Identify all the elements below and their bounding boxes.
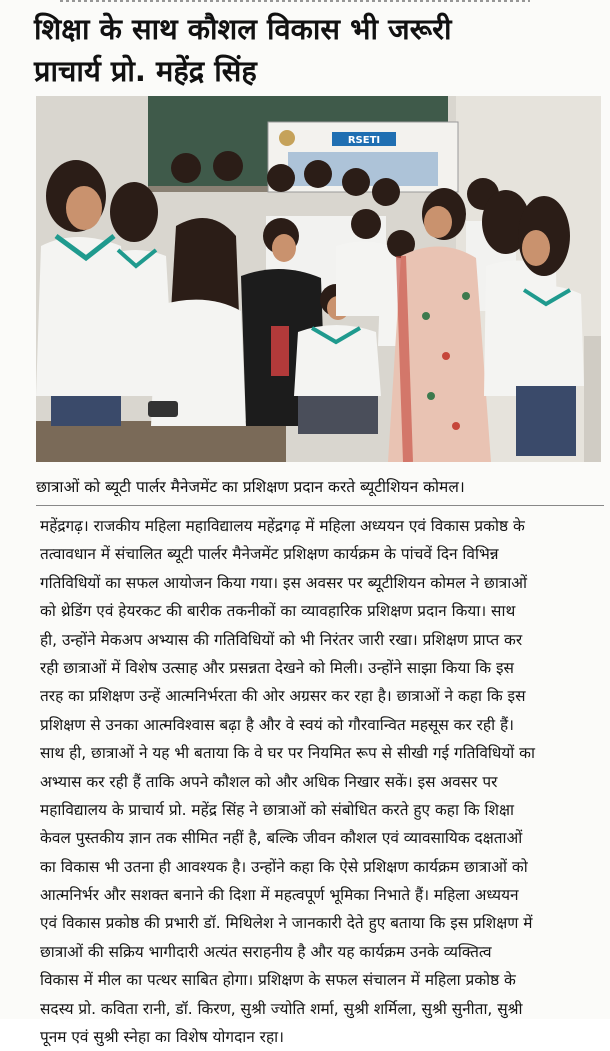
- body-line: गतिविधियों का सफल आयोजन किया गया। इस अवसर पर ब्यूटीशियन कोमल ने छात्राओं: [40, 573, 528, 592]
- body-line: को थ्रेडिंग एवं हेयरकट की बारीक तकनीकों का व्यावहारिक प्रशिक्षण प्रदान किया। साथ: [40, 602, 516, 621]
- body-line: का विकास भी उतना ही आवश्यक है। उन्होंने कहा कि ऐसे प्रशिक्षण कार्यक्रम छात्राओं को: [40, 857, 528, 876]
- body-line: अभ्यास कर रही हैं ताकि अपने कौशल को और अधिक निखार सकें। इस अवसर पर: [40, 772, 498, 791]
- body-line: तरह का प्रशिक्षण उन्हें आत्मनिर्भरता की ओर अग्रसर कर रहा है। छात्राओं ने कहा कि इस: [40, 687, 526, 706]
- headline-line-2: प्राचार्य प्रो. महेंद्र सिंह: [34, 54, 257, 88]
- phone: [148, 401, 178, 417]
- body-line: ही, उन्होंने मेकअप अभ्यास की गतिविधियों को भी निरंतर जारी रखा। प्रशिक्षण प्राप्त कर: [40, 630, 523, 649]
- photo-caption: छात्राओं को ब्यूटी पार्लर मैनेजमेंट का प्रशिक्षण प्रदान करते ब्यूटीशियन कोमल।: [36, 478, 465, 496]
- body-line: केवल पुस्तकीय ज्ञान तक सीमित नहीं है, बल्कि जीवन कौशल एवं व्यावसायिक दक्षताओं: [40, 829, 523, 848]
- body-line: छात्राओं की सक्रिय भागीदारी अत्यंत सराहनीय है और यह कार्यक्रम उनके व्यक्तित्व: [40, 942, 492, 961]
- body-line: सदस्य प्रो. कविता रानी, डॉ. किरण, सुश्री ज्योति शर्मा, सुश्री शर्मिला, सुश्री सुनीता, सुश्री: [40, 999, 523, 1018]
- body-line: रही छात्राओं में विशेष उत्साह और प्रसन्नता देखने को मिली। उन्होंने साझा किया कि इस: [40, 658, 514, 677]
- caption-divider: [36, 505, 604, 506]
- news-photo: [36, 96, 601, 462]
- body-line: एवं विकास प्रकोष्ठ की प्रभारी डॉ. मिथिलेश ने जानकारी देते हुए बताया कि इस प्रशिक्षण में: [40, 914, 533, 933]
- table: [36, 421, 286, 462]
- article-body: [40, 512, 598, 1051]
- body-line: विकास में मील का पत्थर साबित होगा। प्रशिक्षण के सफल संचालन में महिला प्रकोष्ठ के: [40, 971, 516, 990]
- training-photo-illustration: [36, 96, 601, 462]
- body-line: साथ ही, छात्राओं ने यह भी बताया कि वे घर पर नियमित रूप से सीखी गई गतिविधियों का: [40, 744, 535, 763]
- body-line: पूनम एवं सुश्री स्नेहा का विशेष योगदान रहा।: [40, 1028, 284, 1047]
- emblem-icon: [279, 130, 295, 146]
- body-line: तत्वावधान में संचालित ब्यूटी पार्लर मैनेजमेंट प्रशिक्षण कार्यक्रम के पांचवें दिन विभिन्न: [40, 545, 499, 564]
- body-line: प्रशिक्षण से उनका आत्मविश्वास बढ़ा है और वे स्वयं को गौरवान्वित महसूस कर रही हैं।: [40, 715, 514, 734]
- banner-logo-text: RSETI: [347, 135, 381, 146]
- headline-line-1: शिक्षा के साथ कौशल विकास भी जरूरी: [34, 12, 452, 46]
- body-line: आत्मनिर्भर और सशक्त बनाने की दिशा में महत्वपूर्ण भूमिका निभाते हैं। महिला अध्ययन: [40, 886, 519, 905]
- headline: [34, 8, 594, 92]
- body-line: महेंद्रगढ़। राजकीय महिला महाविद्यालय महेंद्रगढ़ में महिला अध्ययन एवं विकास प्रकोष्ठ के: [40, 517, 525, 535]
- body-line: महाविद्यालय के प्राचार्य प्रो. महेंद्र सिंह ने छात्राओं को संबोधित करते हुए कहा कि शिक्षा: [40, 800, 515, 819]
